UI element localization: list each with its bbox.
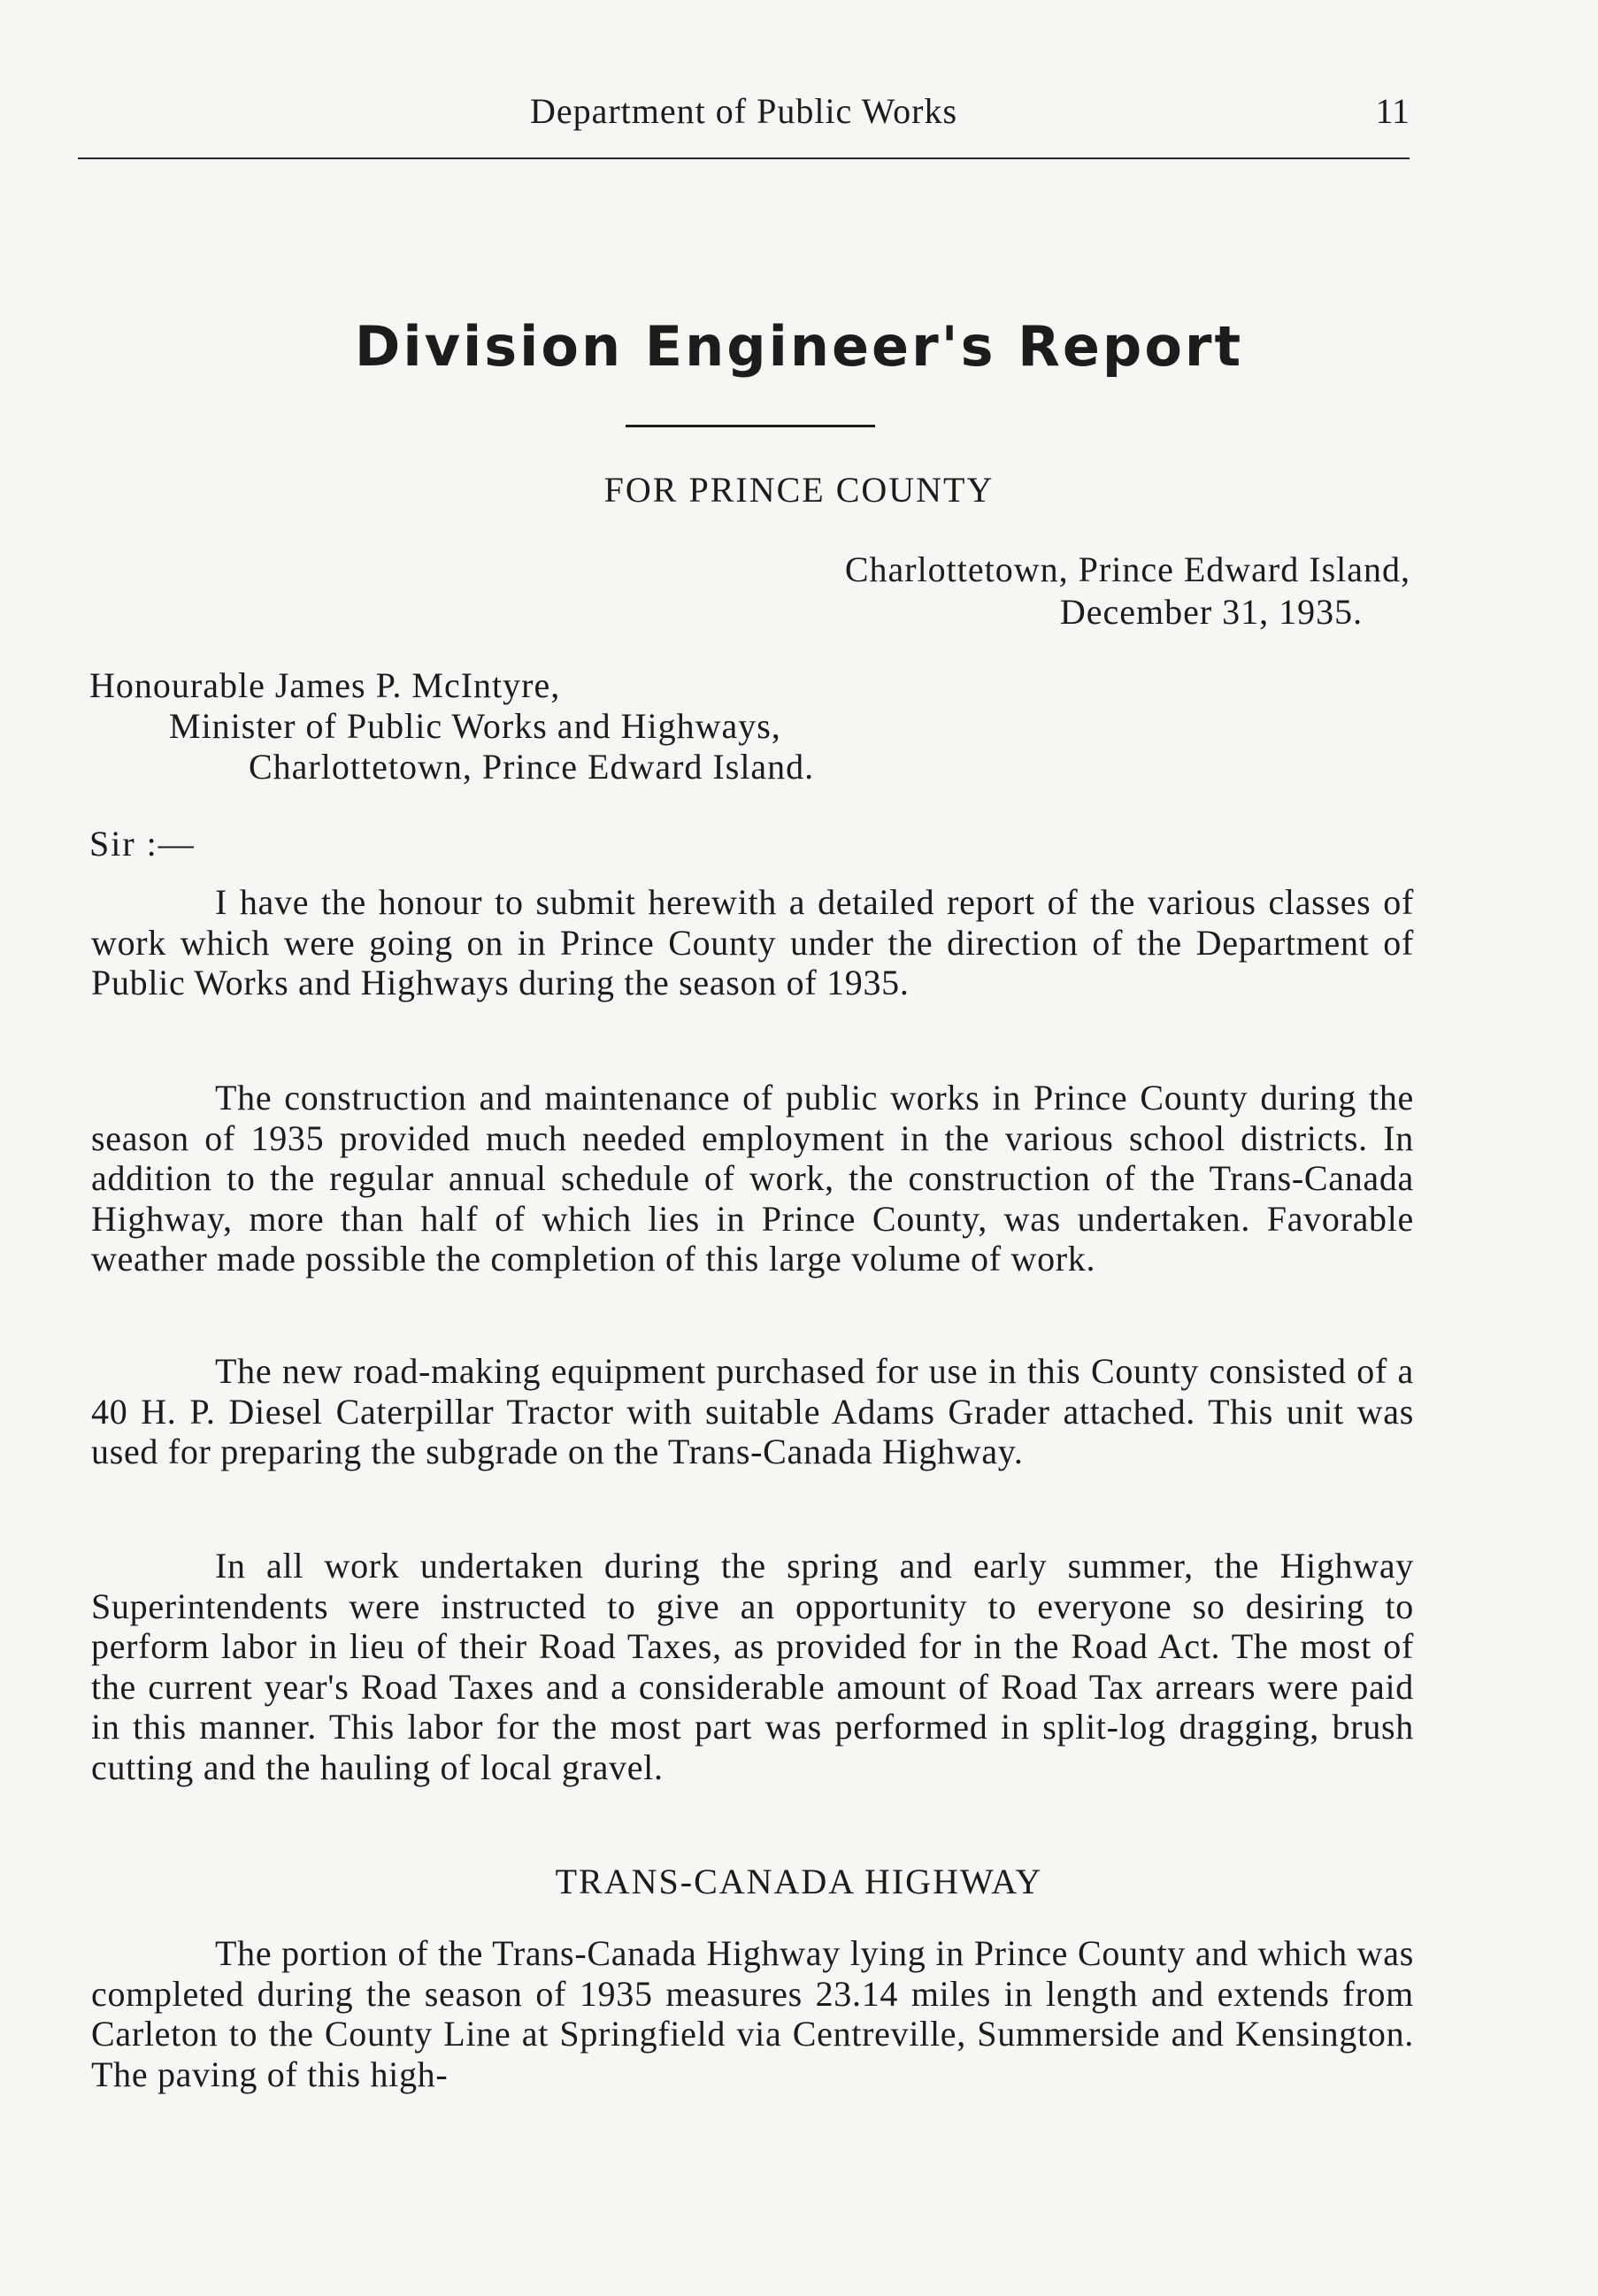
address-line-1: Honourable James P. McIntyre,	[89, 665, 561, 705]
dateline-place: Charlottetown, Prince Edward Island,	[844, 549, 1410, 589]
header-rule	[78, 157, 1410, 159]
running-header	[78, 90, 1410, 143]
report-title: Division Engineer's Report	[354, 314, 1244, 379]
dateline-date: December 31, 1935.	[1059, 592, 1364, 632]
address-line-3: Charlottetown, Prince Edward Island.	[249, 747, 815, 787]
dateline	[845, 549, 1410, 634]
section-paragraph: The portion of the Trans-Canada Highway lying in Prince County and which was completed during the season of 1935 measures 23.14 miles in length and extends from Carleton to the County Line at Springfield via Centreville, Summerside and Kensington. The paving of this high-	[91, 1933, 1414, 2094]
paragraph-1: I have the honour to submit herewith a detailed report of the various classes of work which were going on in Prince County under the direction of the Department of Public Works and Highways during the season of 1935.	[91, 882, 1414, 1002]
report-subtitle: FOR PRINCE COUNTY	[603, 470, 995, 510]
paragraph-3: The new road-making equipment purchased for use in this County consisted of a 40 H. P. Diesel Caterpillar Tractor with suitable Adams Grader attached. This unit was used for preparing the subgrade on the Trans-Canada Highway.	[91, 1351, 1414, 1471]
paragraph-2: The construction and maintenance of public works in Prince County during the season of 1935 provided much needed employment in the various school districts. In addition to the regular annual schedule of work, the construction of the Trans-Canada Highway, more than half of which lies in Prince County, was undertaken. Favorable weather made possible the completion of this large volume of work.	[91, 1078, 1414, 1279]
section-heading: TRANS-CANADA HIGHWAY	[555, 1862, 1043, 1901]
page-number: 11	[1375, 91, 1410, 131]
address-block	[89, 665, 814, 787]
address-line-2: Minister of Public Works and Highways,	[169, 706, 781, 746]
paragraph-4: In all work undertaken during the spring and early summer, the Highway Superintendents were instructed to give an opportunity to everyone so desiring to perform labor in lieu of their Road Taxes, as provided for in the Road Act. The most of the current year's Road Taxes and a considerable amount of Road Tax arrears were paid in this manner. This labor for the most part was performed in split-log dragging, brush cutting and the hauling of local gravel.	[91, 1546, 1414, 1787]
running-title: Department of Public Works	[529, 91, 958, 131]
salutation: Sir :—	[89, 824, 196, 864]
title-rule	[626, 425, 875, 427]
